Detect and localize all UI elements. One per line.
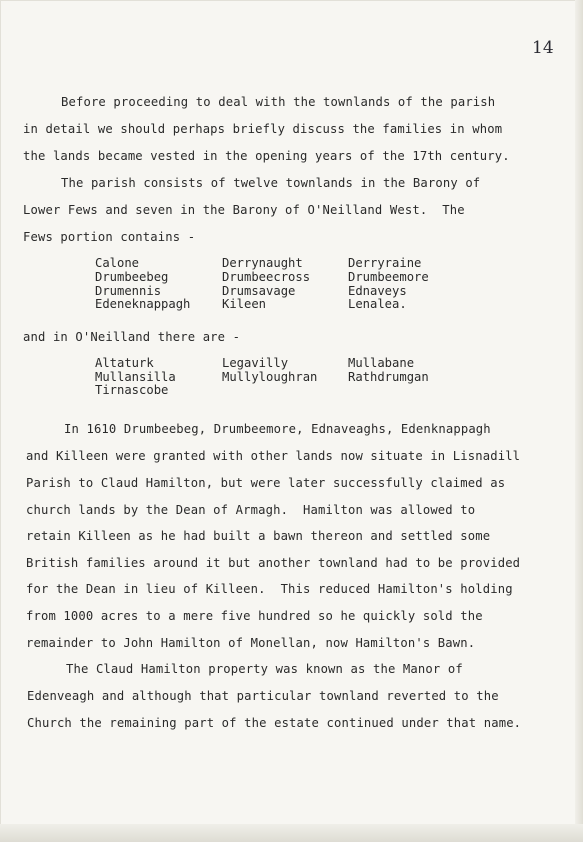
paragraph-1-line: the lands became vested in the opening years of the 17th century.	[23, 149, 510, 163]
page-bottom-edge	[0, 824, 583, 842]
paragraph-3-line: British families around it but another townland had to be provided	[26, 556, 521, 570]
paragraph-3-line: church lands by the Dean of Armagh. Hamilton was allowed to	[26, 503, 476, 517]
oneilland-intro: and in O'Neilland there are -	[23, 330, 241, 344]
townland-name: Rathdrumgan	[348, 370, 429, 384]
townland-name: Drumbeecross	[222, 270, 311, 284]
paragraph-3-line: for the Dean in lieu of Killeen. This reduced Hamilton's holding	[26, 582, 513, 596]
paragraph-3-line: retain Killeen as he had built a bawn thereon and settled some	[26, 529, 491, 543]
page-number: 14	[532, 38, 554, 58]
townland-name: Mullabane	[348, 356, 415, 370]
townland-name: Drumsavage	[222, 284, 296, 298]
townland-name: Derrynaught	[222, 256, 303, 270]
townland-name: Mullyloughran	[222, 370, 318, 384]
townland-name: Tirnascobe	[95, 383, 169, 397]
paragraph-2-line: The parish consists of twelve townlands in the Barony of	[61, 176, 481, 190]
townland-name: Derryraine	[348, 256, 422, 270]
townland-name: Drumennis	[95, 284, 162, 298]
townland-name: Edeneknappagh	[95, 297, 191, 311]
townland-name: Kileen	[222, 297, 267, 311]
townland-name: Drumbeemore	[348, 270, 429, 284]
townland-name: Mullansilla	[95, 370, 176, 384]
townland-name: Drumbeebeg	[95, 270, 169, 284]
paragraph-4-line: The Claud Hamilton property was known as the Manor of	[66, 662, 463, 676]
paragraph-3-line: remainder to John Hamilton of Monellan, now Hamilton's Bawn.	[26, 636, 476, 650]
paragraph-1-line: in detail we should perhaps briefly discuss the families in whom	[23, 122, 503, 136]
paragraph-3-line: Parish to Claud Hamilton, but were later successfully claimed as	[26, 476, 506, 490]
townland-name: Ednaveys	[348, 284, 407, 298]
paragraph-4-line: Church the remaining part of the estate continued under that name.	[27, 716, 522, 730]
page-edge-shadow	[575, 0, 583, 842]
townland-name: Calone	[95, 256, 140, 270]
paragraph-3-line: and Killeen were granted with other lands now situate in Lisnadill	[26, 449, 521, 463]
paragraph-3-line: In 1610 Drumbeebeg, Drumbeemore, Ednaveaghs, Edenknappagh	[64, 422, 491, 436]
townland-name: Lenalea.	[348, 297, 407, 311]
paragraph-4-line: Edenveagh and although that particular townland reverted to the	[27, 689, 499, 703]
paragraph-1-line: Before proceeding to deal with the townlands of the parish	[61, 95, 496, 109]
townland-name: Altaturk	[95, 356, 154, 370]
paragraph-2-line: Lower Fews and seven in the Barony of O'Neilland West. The	[23, 203, 465, 217]
paragraph-2-line: Fews portion contains -	[23, 230, 196, 244]
paragraph-3-line: from 1000 acres to a mere five hundred so he quickly sold the	[26, 609, 483, 623]
townland-name: Legavilly	[222, 356, 289, 370]
